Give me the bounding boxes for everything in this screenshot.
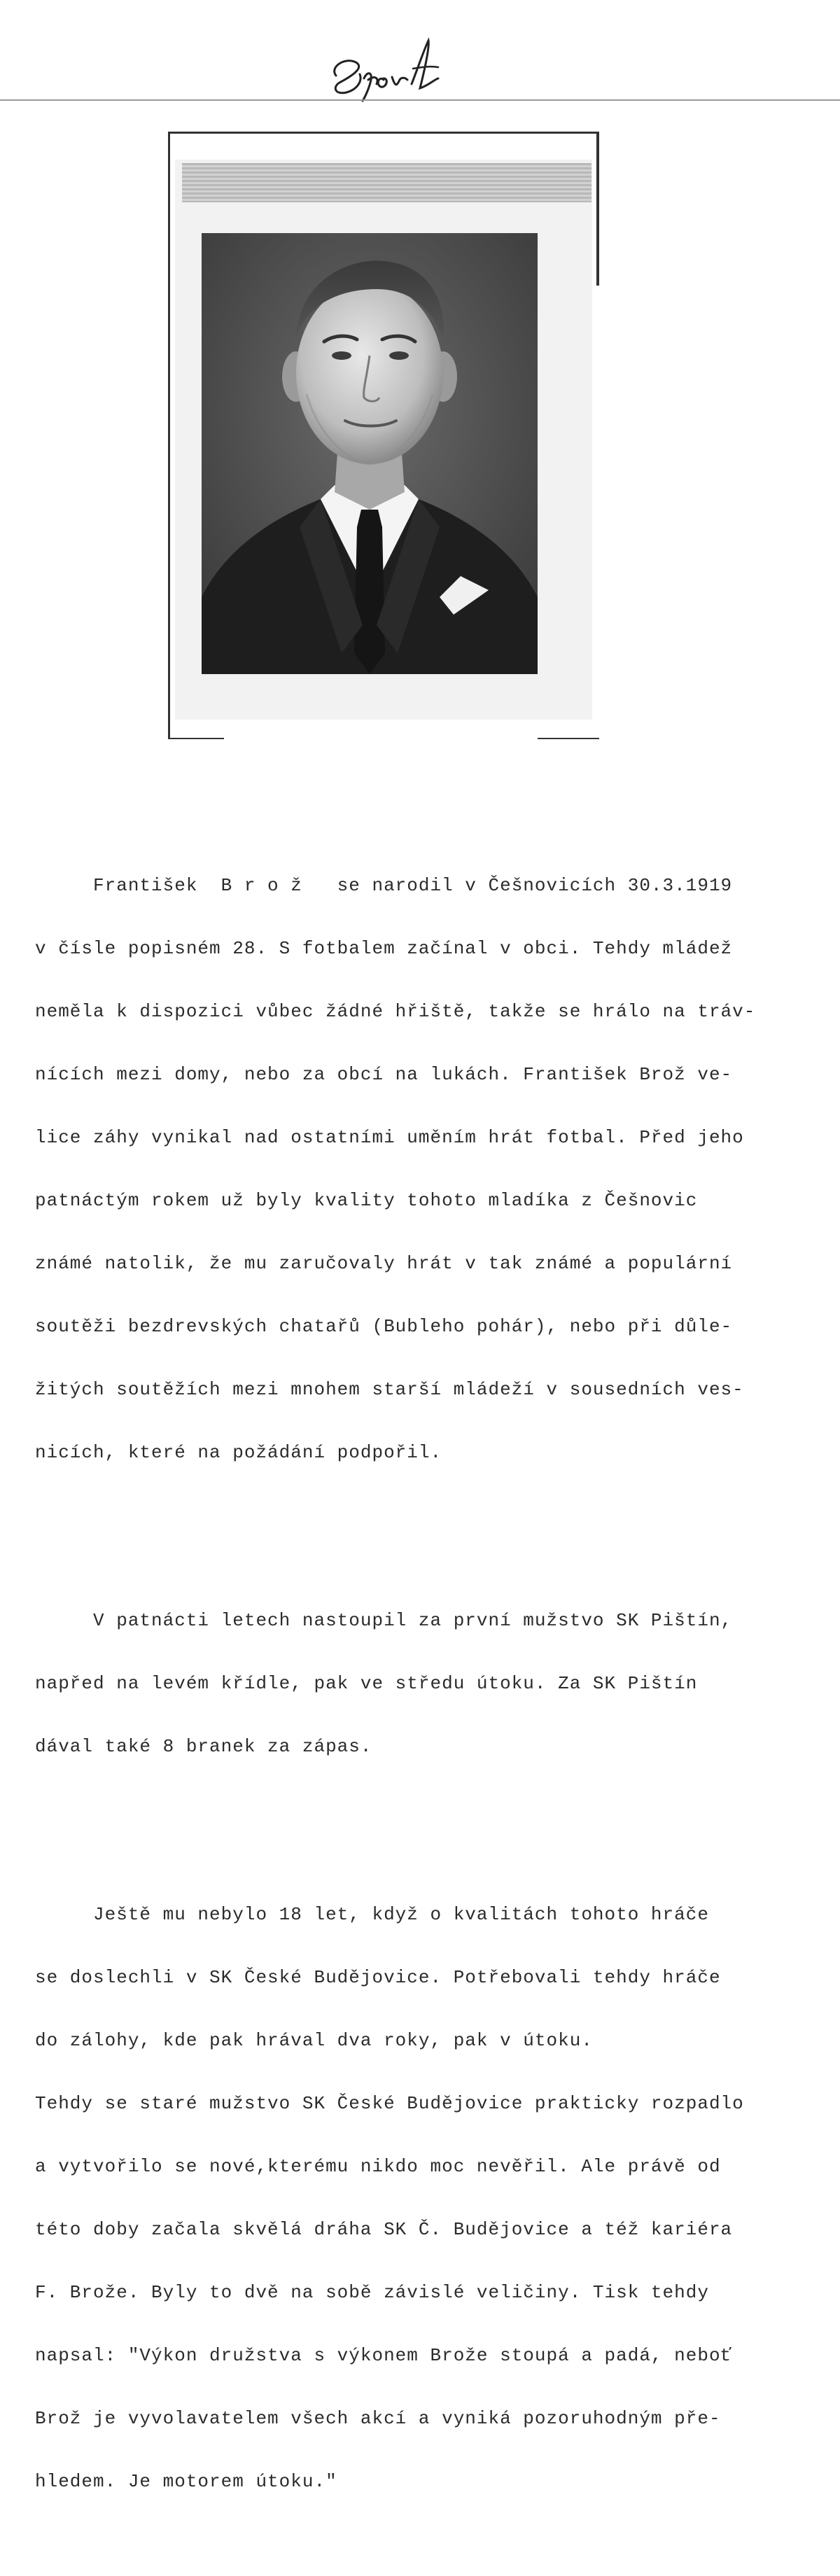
text-line: do zálohy, kde pak hrával dva roky, pak v útoku. — [35, 2030, 593, 2051]
paragraph-2 — [35, 1568, 805, 1799]
text-line: napsal: "Výkon družstva s výkonem Brože stoupá a padá, neboť — [35, 2345, 733, 2366]
text-line: dával také 8 branek za zápas. — [35, 1736, 372, 1757]
text-line: a vytvořilo se nové,kterému nikdo moc nevěřil. Ale právě od — [35, 2156, 721, 2177]
text-line: žitých soutěžích mezi mnohem starší mládeží v sousedních ves- — [35, 1379, 744, 1400]
header-divider-line — [0, 99, 840, 101]
text-line: patnáctým rokem už byly kvality tohoto mladíka z Češnovic — [35, 1190, 698, 1211]
text-line: této doby začala skvělá dráha SK Č. Budějovice a též kariéra — [35, 2219, 733, 2240]
handwritten-sport-signature — [308, 28, 476, 105]
frame-border-bottom-right — [538, 738, 599, 739]
portrait-illustration — [202, 233, 538, 674]
frame-border-left — [168, 132, 170, 739]
frame-border-right — [596, 132, 599, 286]
biography-text — [35, 791, 805, 2576]
text-line: Brož je vyvolavatelem všech akcí a vyniká pozoruhodným pře- — [35, 2408, 721, 2429]
text-line: F. Brože. Byly to dvě na sobě závislé veličiny. Tisk tehdy — [35, 2282, 709, 2303]
text-line: nících mezi domy, nebo za obcí na lukách. František Brož ve- — [35, 1064, 733, 1085]
photo-print-stripe — [182, 163, 592, 202]
text-line: soutěži bezdrevských chatařů (Bubleho pohár), nebo při důle- — [35, 1316, 733, 1337]
frame-border-bottom-left — [168, 738, 224, 739]
text-line: známé natolik, že mu zaručovaly hrát v tak známé a populární — [35, 1253, 733, 1274]
frame-border-top — [168, 132, 599, 134]
text-line: v čísle popisném 28. S fotbalem začínal v obci. Tehdy mládež — [35, 938, 733, 959]
text-line: neměla k dispozici vůbec žádné hřiště, takže se hrálo na tráv- — [35, 1001, 756, 1022]
text-line: Ještě mu nebylo 18 let, když o kvalitách tohoto hráče — [35, 1904, 709, 1925]
portrait-photo-frame — [168, 132, 599, 720]
paragraph-1 — [35, 833, 805, 1505]
text-line: V patnácti letech nastoupil za první mužstvo SK Pištín, — [35, 1610, 733, 1631]
text-line: lice záhy vynikal nad ostatními uměním hrát fotbal. Před jeho — [35, 1127, 744, 1148]
text-line: Tehdy se staré mužstvo SK České Budějovice prakticky rozpadlo — [35, 2093, 744, 2114]
portrait-photograph — [202, 233, 538, 674]
text-line: hledem. Je motorem útoku." — [35, 2471, 337, 2492]
handwritten-heading-sport — [308, 28, 476, 105]
text-line: napřed na levém křídle, pak ve středu útoku. Za SK Pištín — [35, 1673, 698, 1694]
text-line: nicích, které na požádání podpořil. — [35, 1442, 442, 1463]
paragraph-3 — [35, 1862, 805, 2534]
text-line: se doslechli v SK České Budějovice. Potřebovali tehdy hráče — [35, 1967, 721, 1988]
text-line: František B r o ž se narodil v Češnovicích 30.3.1919 — [35, 875, 733, 896]
